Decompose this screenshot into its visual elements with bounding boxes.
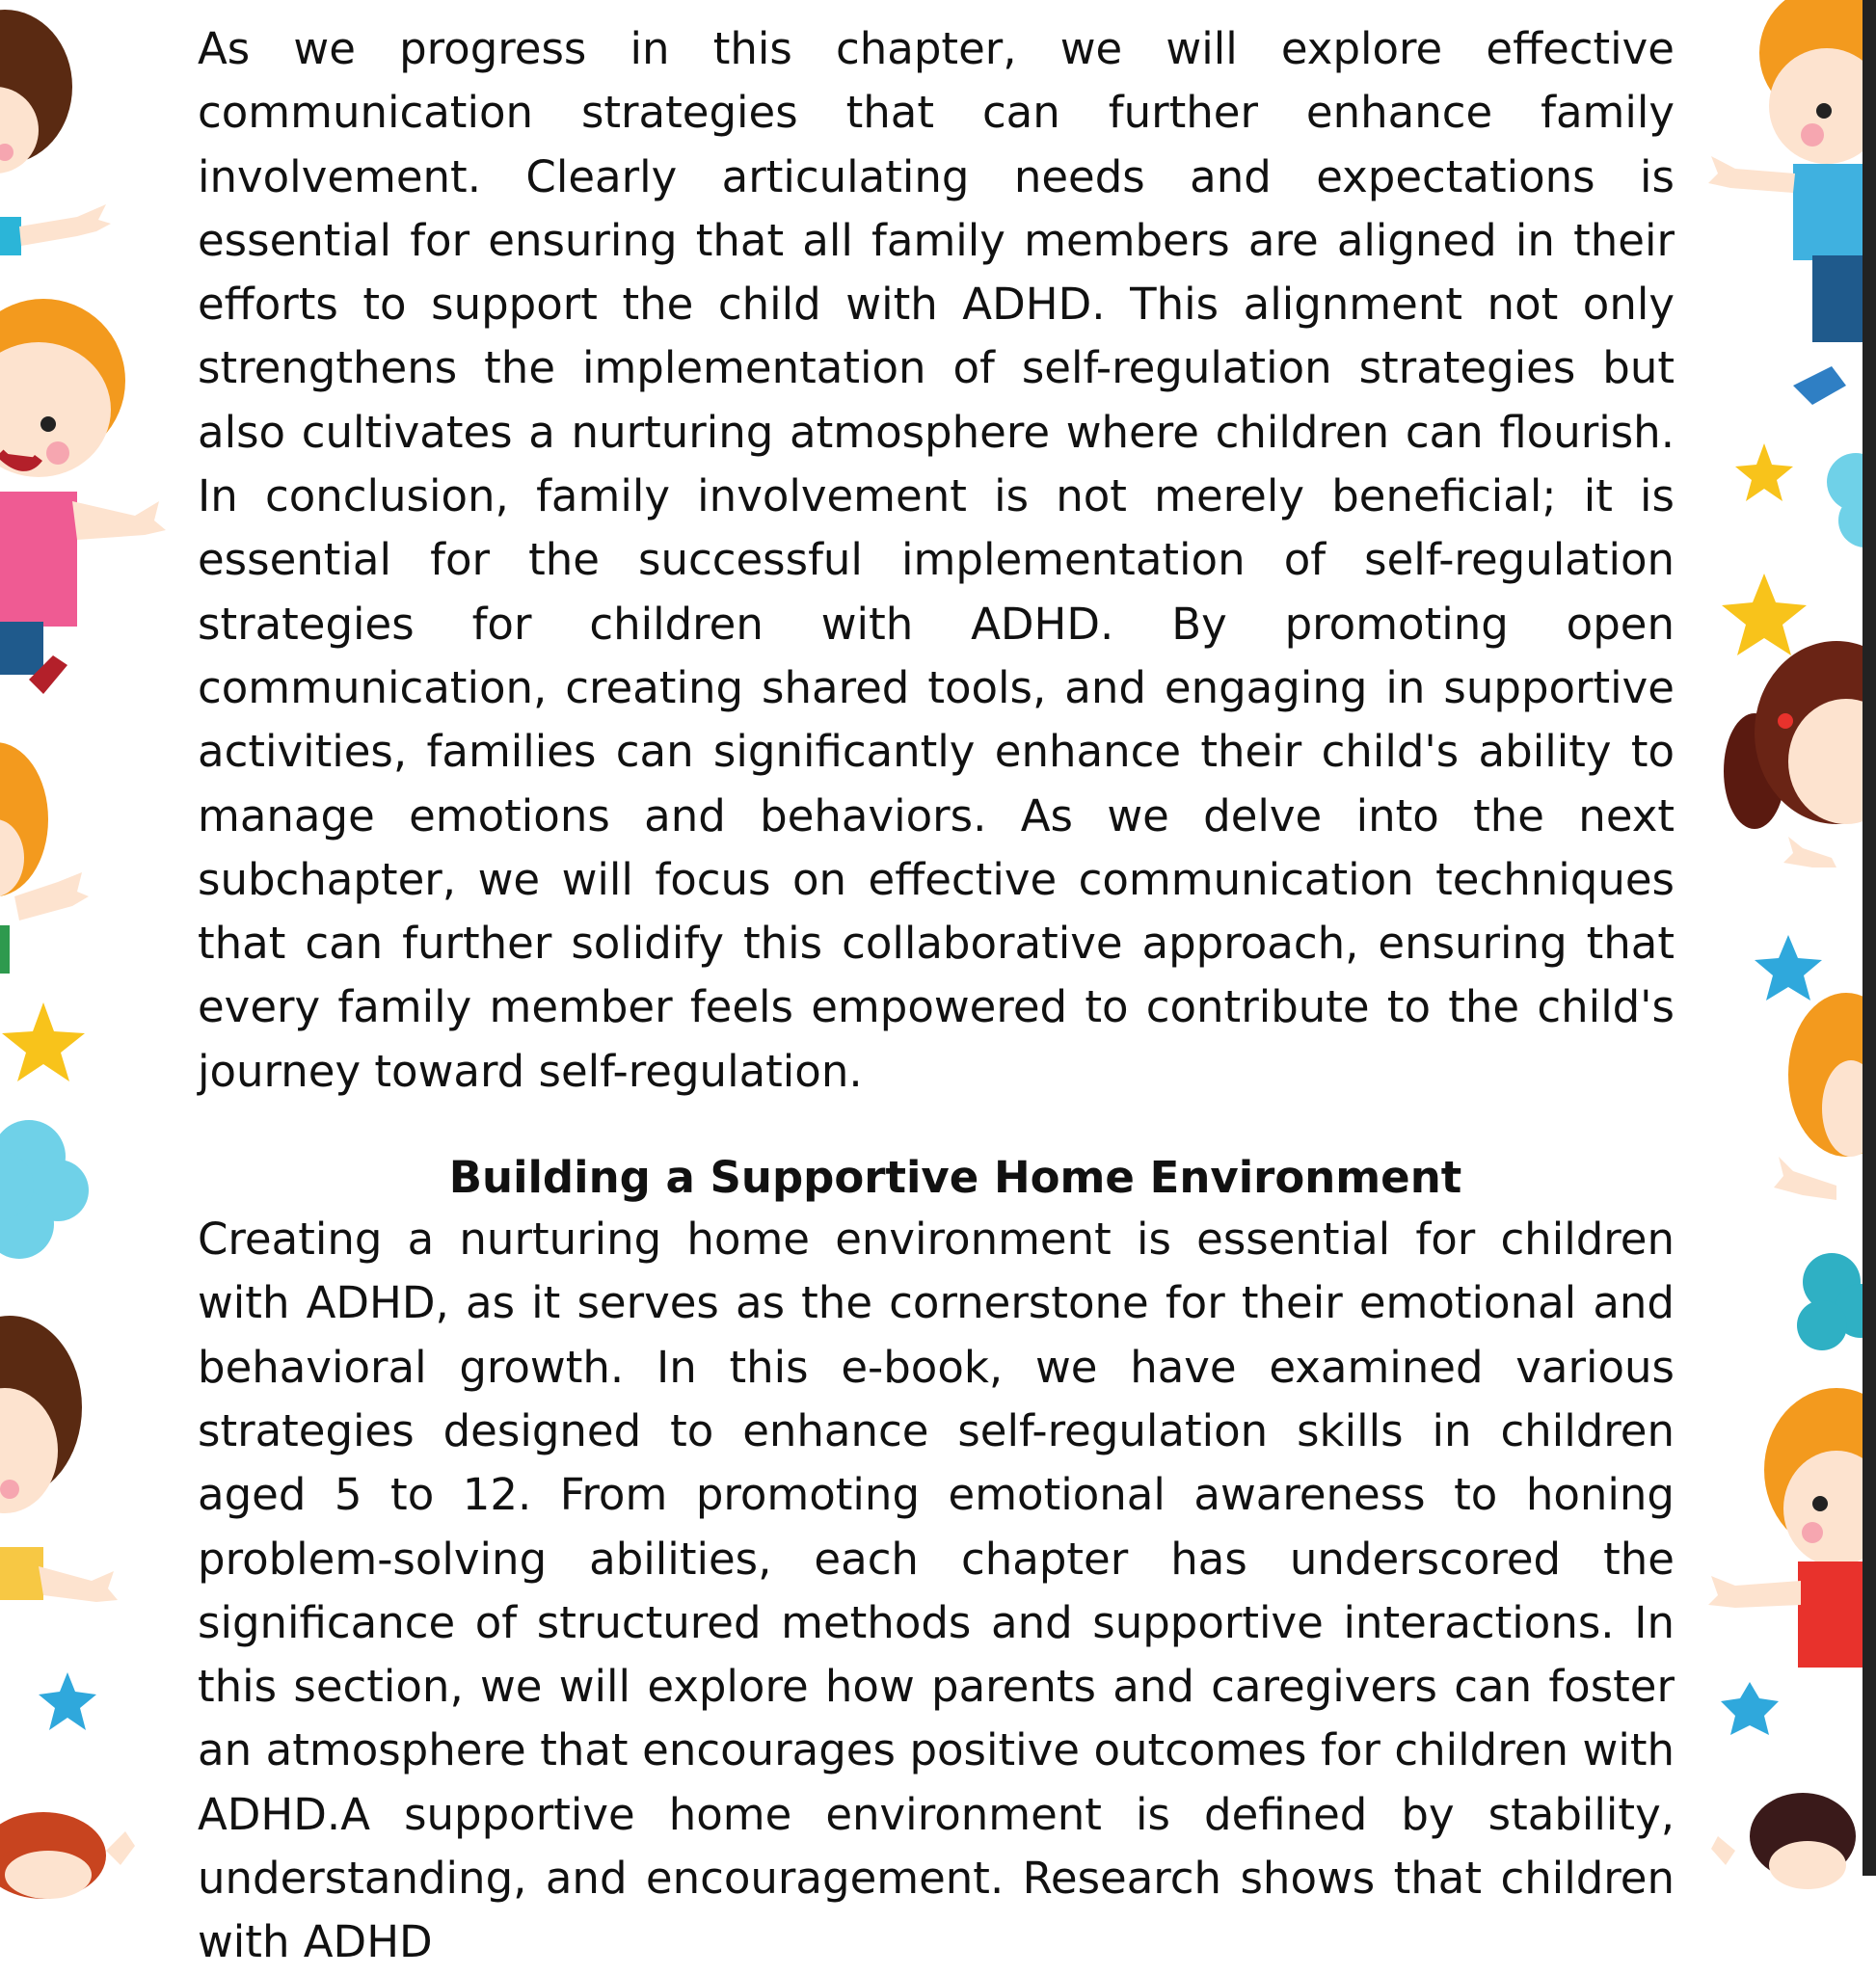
star-icon: [1735, 443, 1793, 501]
star-icon: [2, 1002, 85, 1081]
star-icon: [1721, 1682, 1779, 1735]
right-child-orange-hair: [1774, 993, 1876, 1200]
star-icon: [1722, 574, 1807, 655]
left-child-brown-hair-yellow-shirt: [0, 1316, 118, 1602]
left-child-orange-hair-pink-shirt: [0, 299, 166, 694]
right-child-orange-hair-blue-shirt: [1708, 0, 1876, 405]
star-icon: [1755, 935, 1822, 1001]
right-child-dark-hair-bottom: [1711, 1793, 1856, 1889]
left-child-brown-hair-top: [0, 10, 111, 255]
left-child-red-hair-bottom: [0, 1812, 135, 1899]
right-child-girl-pigtails: [1724, 641, 1876, 867]
star-icon: [39, 1672, 96, 1730]
section-heading: Building a Supportive Home Environment: [448, 1152, 1462, 1204]
page-edge-shadow: [1863, 0, 1876, 1876]
paragraph-family-involvement: As we progress in this chapter, we will explore effective communication strategies that can further enhance family involvement. Clearly articulating needs and expectations is essential for ensuring that all family members are aligned in their efforts to support the child with ADHD. This alignment not only strengthens the implementation of self-regulation strategies but also cultivates a nurturing atmosphere where children can flourish. In conclusion, family involvement is not merely beneficial; it is essential for the successful implementation of self-regulation strategies for children with ADHD. By promoting open communication, creating shared tools, and engaging in supportive activities, families can significantly enhance their child's ability to manage emotions and behaviors. As we delve into the next subchapter, we will focus on effective communication techniques that can further solidify this collaborative approach, ensuring that every family member feels empowered to contribute to the child's journey toward self-regulation.: [198, 23, 1675, 1097]
cloud-icon: [0, 1120, 89, 1259]
left-child-orange-hair-green-shirt: [0, 742, 89, 974]
right-child-orange-hair-red-shirt: [1708, 1388, 1876, 1668]
paragraph-home-environment: Creating a nurturing home environment is essential for children with ADHD, as it serves as the cornerstone for their emotional and behavioral growth. In this e-book, we have examined various strategies designed to enhance self-regulation skills in children aged 5 to 12. From promoting emotional awareness to honing problem-solving abilities, each chapter has underscored the significance of structured methods and supportive interactions. In this section, we will explore how parents and caregivers can foster an atmosphere that encourages positive outcomes for children with ADHD.A supportive home environment is defined by stability, understanding, and encouragement. Research shows that children with ADHD: [198, 1214, 1675, 1968]
body-text-column: [198, 17, 1675, 1975]
